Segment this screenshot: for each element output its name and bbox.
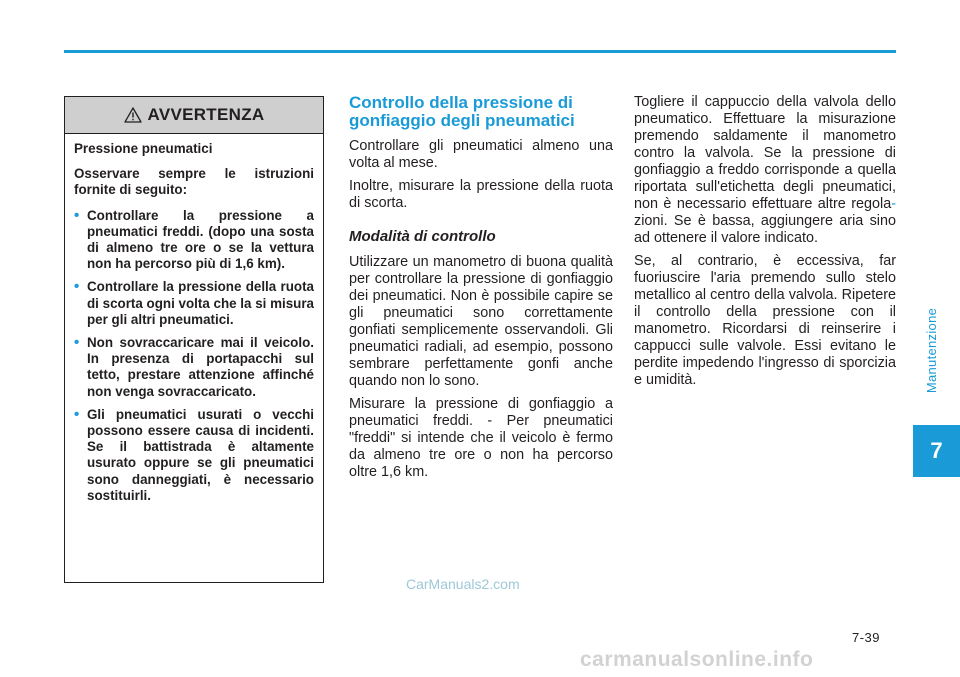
footer-watermark: carmanualsonline.info [580, 648, 814, 671]
warning-header [65, 97, 323, 134]
warning-intro: Osservare sempre le istruzioni fornite di seguito: [74, 166, 314, 198]
paragraph: Controllare gli pneumatici almeno una volta al mese. [349, 138, 613, 171]
page-number: 7-39 [852, 630, 881, 645]
right-column [634, 94, 896, 395]
warning-list-item [74, 407, 314, 504]
bullet-icon: • [74, 278, 80, 296]
side-section-label [918, 270, 946, 430]
warning-list-item [74, 335, 314, 400]
warning-heading: Pressione pneumatici [74, 141, 213, 156]
section-heading: Controllo della pressione di gonfiaggio degli pneumatici [349, 93, 575, 130]
bullet-icon: • [74, 405, 80, 423]
warning-list [74, 208, 314, 504]
paragraph: Inoltre, misurare la pressione della ruota di scorta. [349, 178, 613, 211]
warning-body [65, 134, 323, 504]
warning-list-item [74, 279, 314, 328]
paragraph: Se, al contrario, è eccessiva, far fuoriuscire l'aria premendo sullo stelo metallico al centro della valvola. Ripetere il controllo della pressione con il manometro. Ricordarsi di reinserire i cappucci sulle valvole. Essi evitano le perdite impedendo l'ingresso di sporcizia e umidità. [634, 253, 896, 388]
top-rule [64, 50, 896, 53]
paragraph-part: Togliere il cappuccio della valvola dello pneumatico. Effettuare la misurazione premendo saldamente il manometro contro la valvola. Se la pressione di gonfiaggio a freddo corrisponde a quella riportata sull'etichetta degli pneumatici, non è necessario effettuare altre regola [634, 94, 896, 212]
warning-box [64, 96, 324, 583]
paragraph: Utilizzare un manometro di buona qualità per controllare la pressione di gonfiaggio dei pneumatici. Non è possibile capire se gli pneumatici sono correttamente gonfiati semplicemente osservandoli. Gli pneumatici radiali, ad esempio, possono sembrare perfettamente gonfi anche quando non lo sono. [349, 254, 613, 389]
warning-item-text: Gli pneumatici usurati o vecchi possono essere causa di incidenti. Se il battistrada è altamente usurato oppure se gli pneumatici sono danneggiati, è necessario sostituirli. [87, 406, 314, 503]
bullet-icon: • [74, 334, 80, 352]
warning-triangle-icon [124, 107, 142, 123]
side-section-text: Manutenzione [924, 307, 940, 393]
warning-list-item [74, 208, 314, 273]
paragraph [634, 94, 896, 247]
hyphen-mark: - [891, 196, 896, 212]
warning-item-text: Controllare la pressione a pneumatici freddi. (dopo una sosta di almeno tre ore o se la vettura non ha percorso più di 1,6 km). [87, 207, 314, 272]
paragraph: Misurare la pressione di gonfiaggio a pneumatici freddi. - Per pneumatici "freddi" si intende che il veicolo è fermo da almeno tre ore o non ha percorso oltre 1,6 km. [349, 396, 613, 480]
middle-column [349, 94, 613, 487]
paragraph-part: zioni. Se è bassa, aggiungere aria sino ad ottenere il valore indicato. [634, 213, 896, 246]
warning-title: AVVERTENZA [147, 105, 265, 124]
warning-item-text: Controllare la pressione della ruota di scorta ogni volta che la si misura per gli altri pneumatici. [87, 279, 314, 327]
bullet-icon: • [74, 206, 80, 224]
warning-item-text: Non sovraccaricare mai il veicolo. In presenza di portapacchi sul tetto, prestare attenzione affinché non venga sovraccaricato. [87, 335, 314, 399]
chapter-tab: 7 [913, 425, 960, 477]
watermark-link[interactable]: CarManuals2.com [406, 576, 520, 592]
sub-heading: Modalità di controllo [349, 228, 496, 245]
